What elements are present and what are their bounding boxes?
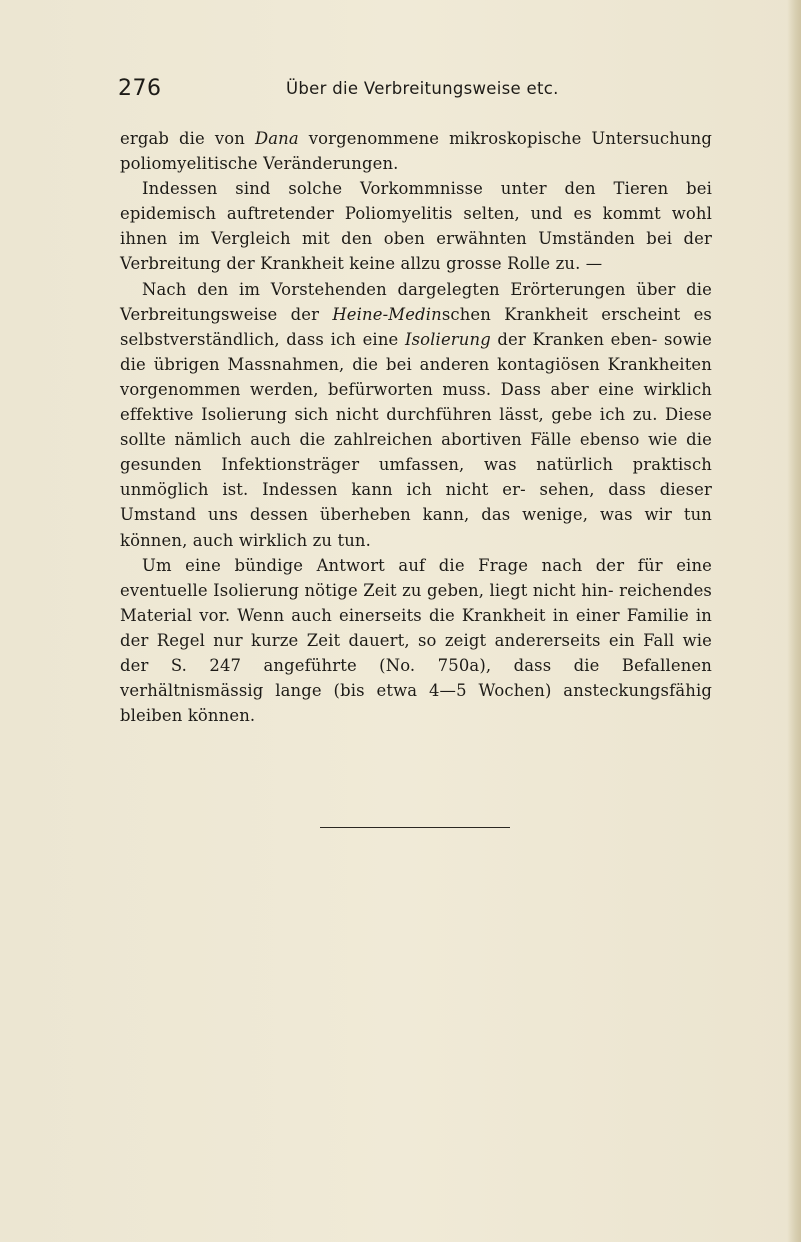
paragraph-3 [120, 277, 712, 553]
section-end-rule [320, 827, 510, 828]
paragraph-1 [120, 126, 712, 176]
text-run: ergab die von [120, 129, 255, 148]
italic-term: Isolierung [404, 329, 491, 349]
text-run: Indessen sind solche Vorkommnisse unter den Tieren bei epidemisch auftretender Poliomyelitis selten, und es kommt wohl ihnen im Vergleich mit den oben erwähnten Umständen bei der Verbreitung der Krankheit keine allzu grosse Rolle zu. — [120, 179, 712, 274]
running-head: Über die Verbreitungsweise etc. [286, 79, 559, 98]
italic-name: Dana [254, 129, 299, 148]
page-edge-shadow [787, 0, 801, 1242]
page-header [118, 76, 710, 106]
page-number: 276 [118, 76, 162, 101]
text-run: schen Krankheit erscheint es selbstverständlich, dass ich eine [120, 304, 712, 349]
text-run: Um eine bündige Antwort auf die Frage nach der für eine eventuelle Isolierung nötige Zeit zu geben, liegt nicht hin- reichendes Material vor. Wenn auch einerseits die Krankheit in einer Familie in der Regel nur kurze Zeit dauert, so zeigt andererseits ein Fall wie der S. 247 angeführte (No. 750a), dass die Befallenen verhältnismässig lange (bis etwa 4—5 Wochen) ansteckungsfähig bleiben können. [120, 555, 712, 726]
body-text [120, 126, 712, 728]
text-run: vorgenommene mikroskopische Untersuchung poliomyelitische Veränderungen. [120, 129, 712, 174]
text-run: der Kranken eben- sowie die übrigen Massnahmen, die bei anderen kontagiösen Krankheiten vorgenommen werden, befürworten muss. Dass aber eine wirklich effektive Isolierung sich nicht durchführen lässt, gebe ich zu. Diese sollte nämlich auch die zahlreichen abortiven Fälle ebenso wie die gesunden Infektionsträger umfassen, was natürlich praktisch unmöglich ist. Indessen kann ich nicht er- sehen, dass dieser Umstand uns dessen überheben kann, das wenige, was wir tun können, auch wirklich zu tun. [120, 329, 712, 550]
paragraph-4 [120, 553, 712, 729]
paragraph-2 [120, 176, 712, 276]
italic-name: Heine-Medin [332, 304, 442, 324]
text-run: Nach den im Vorstehenden dargelegten Erörterungen über die Verbreitungsweise der [120, 279, 712, 324]
